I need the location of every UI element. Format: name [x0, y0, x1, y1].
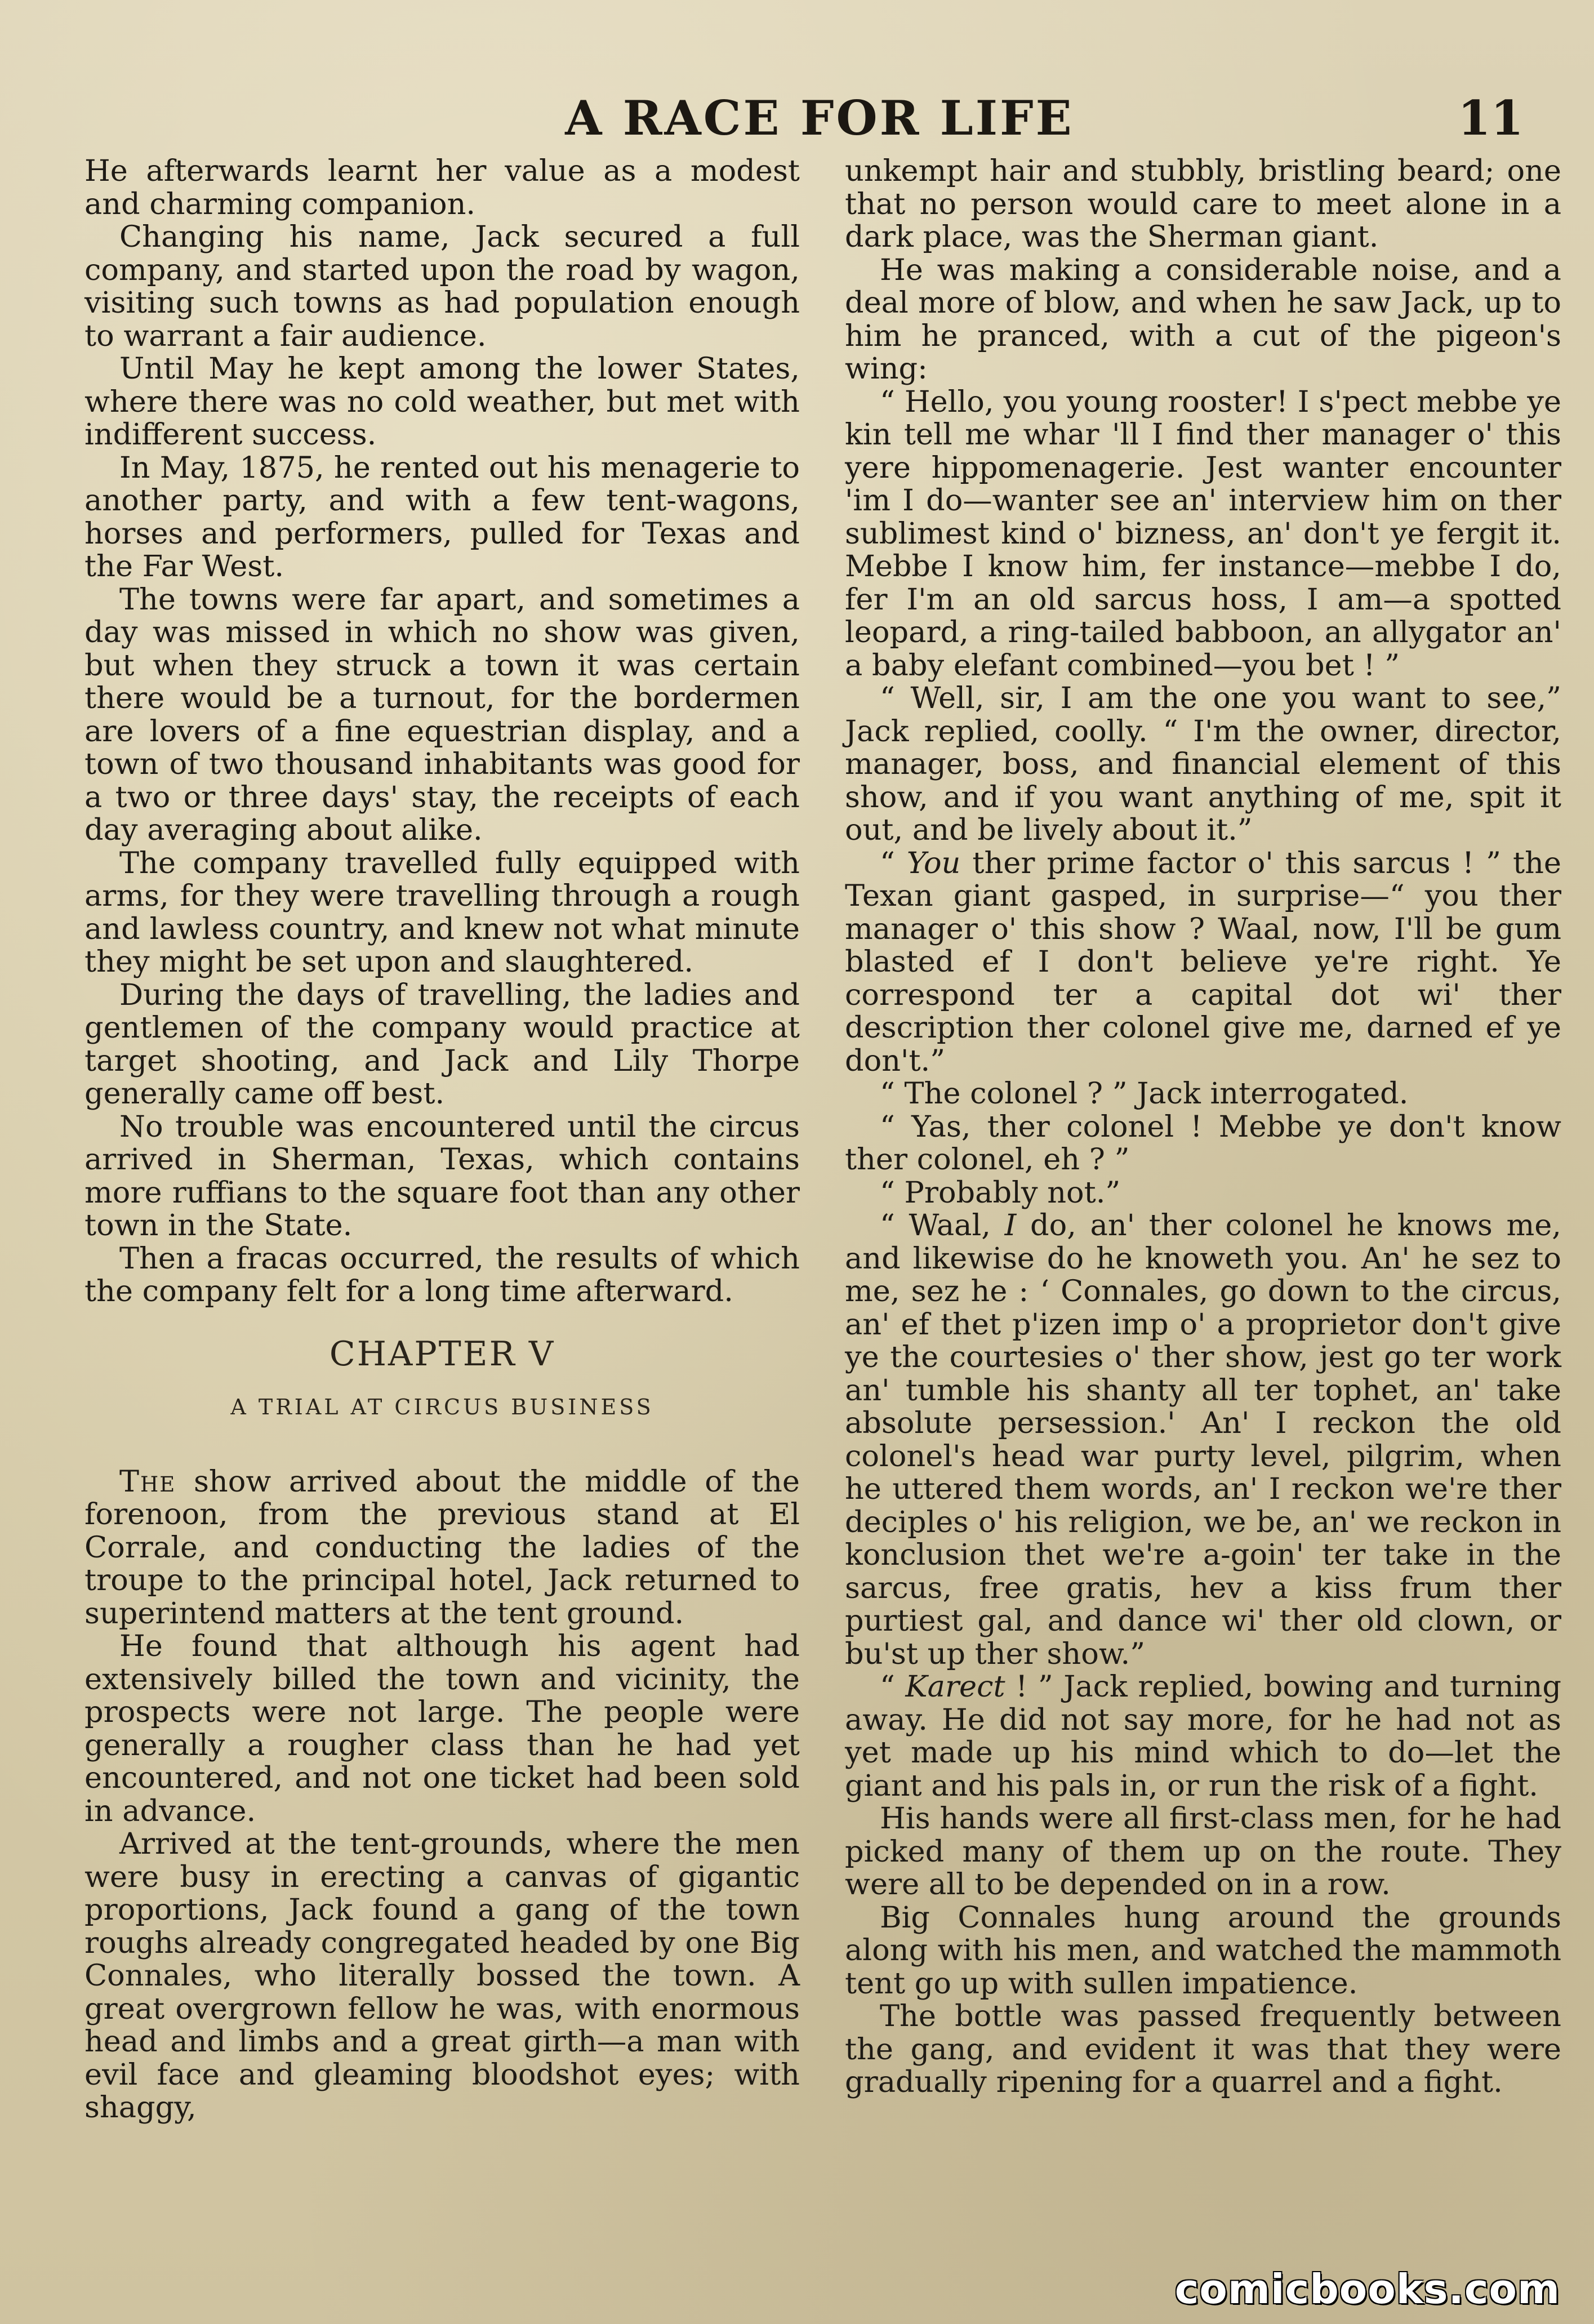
paragraph-chapter-opening — [84, 1466, 800, 1631]
quote-open: “ — [880, 845, 907, 880]
paragraph: He found that although his agent had extensively billed the town and vicinity, the prospects were not large. The people were generally a rougher class than he had yet encountered, and not one ticket had been sold in advance. — [84, 1629, 800, 1828]
paragraph: Changing his name, Jack secured a full company, and started upon the road by wagon, visiting such towns as had population enough to warrant a fair audience. — [84, 220, 800, 353]
paragraph: “ The colonel ? ” Jack interrogated. — [880, 1076, 1409, 1111]
paragraph: Big Connales hung around the grounds along with his men, and watched the mammoth tent go up with sullen impatience. — [845, 1900, 1561, 2001]
paragraph-text: ther prime factor o' this sarcus ! ” the Texan giant gasped, in surprise—“ you ther manager o' this show ? Waal, now, I'll be gum blasted ef I don't believe ye're right. Ye correspond ter a capital dot wi' ther description ther colonel give me, darned ef ye don't.” — [845, 845, 1561, 1078]
chapter-title: CHAPTER V — [329, 1334, 555, 1374]
paragraph: “ Hello, you young rooster! I s'pect mebbe ye kin tell me whar 'll I find ther manager o' this yere hippomenagerie. Jest wanter encounter 'im I do—wanter see an' interview him on ther sublimest kind o' bizness, an' don't ye fergit it. Mebbe I know him, fer instance—mebbe I do, fer I'm an old sarcus hoss, I am—a spotted leopard, a ring-tailed babboon, an allygator an' a baby elefant combined—you bet ! ” — [845, 384, 1561, 683]
opening-text: show arrived about the middle of the forenoon, from the previous stand at El Corrale, and conducting the ladies of the troupe to the principal hotel, Jack returned to superintend matters at the tent ground. — [84, 1464, 800, 1631]
paragraph: The bottle was passed frequently between the gang, and evident it was that they were gradually ripening for a quarrel and a fight. — [845, 1999, 1561, 2099]
paragraph: Arrived at the tent-grounds, where the men were busy in erecting a canvas of gigantic proportions, Jack found a gang of the town roughs already congregated headed by one Big Connales, who literally bossed the town. A great overgrown fellow he was, with enormous head and limbs and a great girth—a man with evil face and gleaming bloodshot eyes; with shaggy, — [84, 1827, 800, 2125]
opening-word: The — [119, 1464, 176, 1499]
running-header — [84, 79, 1555, 152]
paragraph: He afterwards learnt her value as a modest and charming companion. — [84, 154, 800, 221]
paragraph: unkempt hair and stubbly, bristling beard; one that no person would care to meet alone in a dark place, was the Sherman giant. — [845, 154, 1561, 254]
paragraph: His hands were all first-class men, for he had picked many of them up on the route. They were all to be depended on in a row. — [845, 1801, 1561, 1902]
quote-open: “ Waal, — [880, 1208, 1005, 1243]
paragraph: “ Well, sir, I am the one you want to see,” Jack replied, coolly. “ I'm the owner, director, manager, boss, and financial element of this show, and if you want anything of me, spit it out, and be lively about it.” — [845, 681, 1561, 847]
paragraph-text: ! ” Jack replied, bowing and turning away. He did not say more, for he had not as yet made up his mind which to do—let the giant and his pals in, or run the risk of a fight. — [845, 1669, 1561, 1803]
paragraph: “ Yas, ther colonel ! Mebbe ye don't know ther colonel, eh ? ” — [845, 1109, 1561, 1177]
paragraph: No trouble was encountered until the circus arrived in Sherman, Texas, which contains more ruffians to the square foot than any other town in the State. — [84, 1109, 800, 1243]
chapter-subtitle: A TRIAL AT CIRCUS BUSINESS — [230, 1395, 654, 1419]
paragraph: Until May he kept among the lower States, where there was no cold weather, but met with indifferent success. — [84, 351, 800, 452]
paragraph: He was making a considerable noise, and a deal more of blow, and when he saw Jack, up to him he pranced, with a cut of the pigeon's wing: — [845, 252, 1561, 386]
quote-open: “ — [880, 1669, 906, 1704]
paragraph — [845, 1209, 1561, 1671]
paragraph: In May, 1875, he rented out his menagerie to another party, and with a few tent-wagons, horses and performers, pulled for Texas and the Far West. — [84, 450, 800, 584]
paragraph — [845, 1671, 1561, 1802]
paragraph: The company travelled fully equipped with arms, for they were travelling through a rough and lawless country, and knew not what minute they might be set upon and slaughtered. — [84, 845, 800, 979]
right-column — [845, 155, 1561, 2099]
paragraph — [845, 847, 1561, 1078]
paragraph: “ Probably not.” — [880, 1175, 1121, 1210]
paragraph-text: do, an' ther colonel he knows me, and likewise do he knoweth you. An' he sez to me, sez he : ‘ Connales, go down to the circus, an' ef thet p'izen imp o' a proprietor don't give ye the courtesies o' ther show, jest go ter work an' tumble his shanty all ter tophet, an' take absolute persession.' An' I reckon the old colonel's head war purty level, pilgrim, when he uttered them words, an' I reckon we're ther deciples o' his religion, we be, an' we reckon in konclusion thet we're a-goin' ter take in the sarcus, free gratis, hev a kiss frum ther purtiest gal, and dance wi' ther old clown, or bu'st up ther show.” — [845, 1208, 1561, 1671]
emphasis: I — [1004, 1208, 1017, 1243]
left-column — [84, 155, 800, 2125]
paragraph: During the days of travelling, the ladies and gentlemen of the company would practice at target shooting, and Jack and Lily Thorpe generally came off best. — [84, 977, 800, 1111]
emphasis: You — [906, 845, 961, 880]
paragraph: The towns were far apart, and sometimes a day was missed in which no show was given, but when they struck a town it was certain there would be a turnout, for the bordermen are lovers of a fine equestrian display, and a town of two thousand inhabitants was good for a two or three days' stay, the receipts of each day averaging about alike. — [84, 582, 800, 847]
site-watermark: comicbooks.com — [1174, 2265, 1560, 2313]
page-title: A RACE FOR LIFE — [565, 90, 1074, 146]
emphasis: Karect — [905, 1669, 1005, 1704]
paragraph: Then a fracas occurred, the results of which the company felt for a long time afterward. — [84, 1241, 800, 1308]
page-number: 11 — [1458, 90, 1524, 146]
